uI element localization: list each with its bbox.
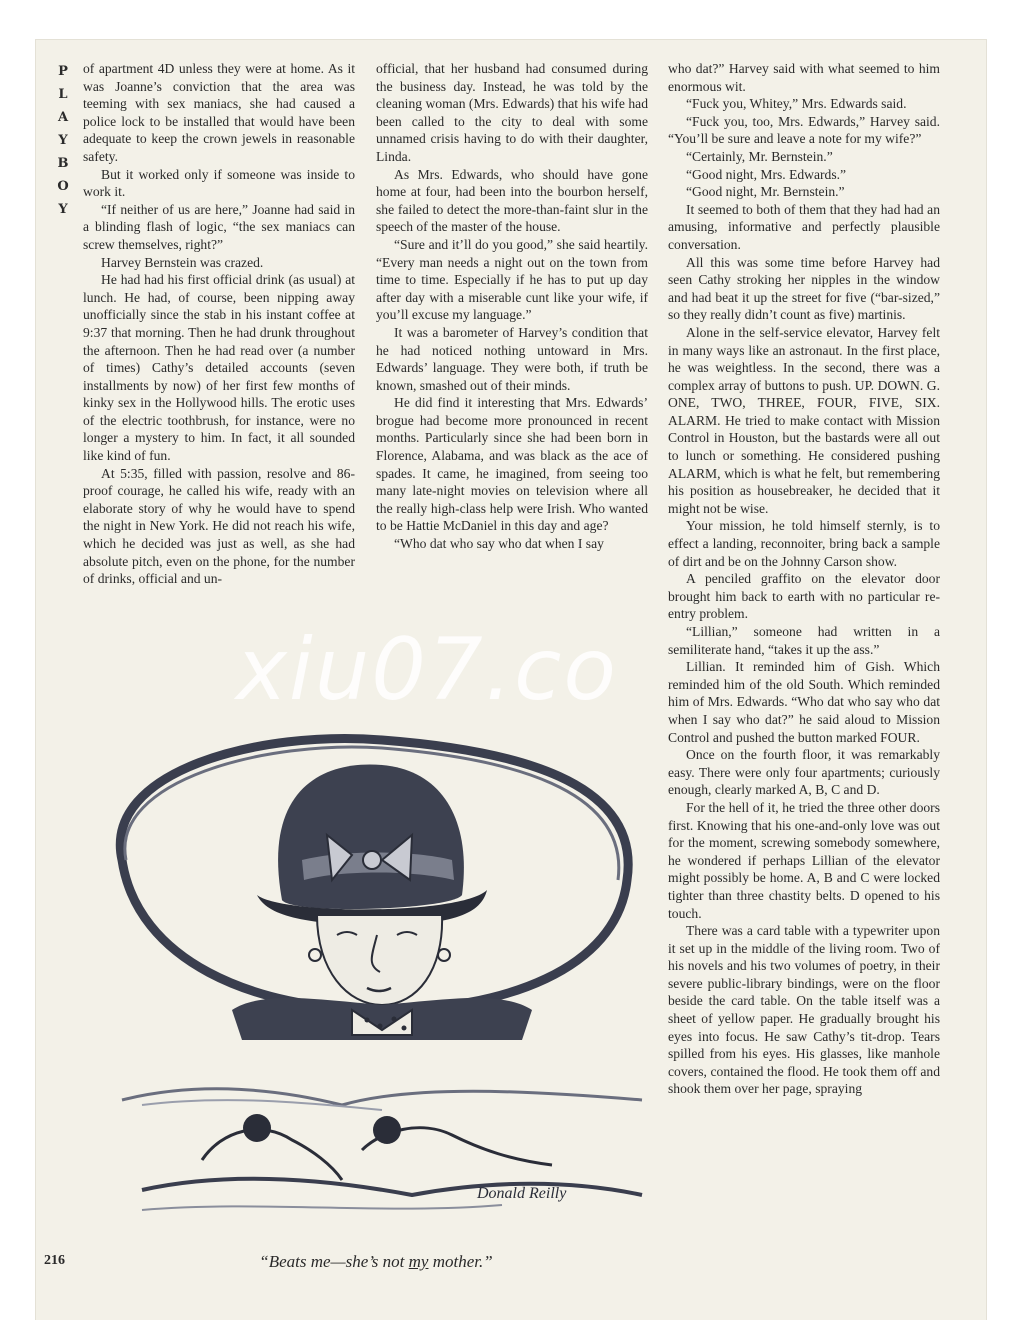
paragraph: But it worked only if someone was inside to work it. <box>83 166 355 200</box>
paragraph: All this was some time before Harvey had seen Cathy stroking her nipples in the window and had beat it up the street for five (“bar-sized,” so they really didn’t count as five) martinis. <box>668 254 940 323</box>
brand-letter: A <box>57 110 69 125</box>
brand-letter: O <box>57 179 69 194</box>
paragraph: “Good night, Mrs. Edwards.” <box>686 166 847 182</box>
brand-letter: Y <box>58 133 68 148</box>
paragraph: “Who dat who say who dat when I say <box>394 536 604 552</box>
magazine-brand-vertical <box>52 60 74 221</box>
magazine-page <box>36 40 986 1320</box>
paragraph: who dat?” Harvey said with what seemed to him enormous wit. <box>668 61 940 94</box>
paragraph: A penciled graffito on the elevator door brought him back to earth with no particular re-entry problem. <box>668 571 940 622</box>
paragraph: “Good night, Mr. Bernstein.” <box>686 184 845 200</box>
text-column-1 <box>83 60 355 700</box>
paragraph: “Certainly, Mr. Bernstein.” <box>686 148 833 164</box>
paragraph: official, that her husband had consumed during the business day. Instead, he was told by the cleaning woman (Mrs. Edwards) that his wife had been called to the city to deal with some unnamed crisis having to do with their daughter, Linda. <box>376 61 648 164</box>
paragraph: Lillian. It reminded him of Gish. Which reminded him of the old South. Which reminded him of Mrs. Edwards. “Who dat who say who dat when I say who dat?” he said aloud to Mission Control and pushed the button marked FOUR. <box>668 659 940 745</box>
paragraph: It seemed to both of them that they had had an amusing, informative and perfectly plausible conversation. <box>668 201 940 252</box>
paragraph: of apartment 4D unless they were at home. As it was Joanne’s conviction that the area was teeming with sex maniacs, she had caused a police lock to be installed that would have been adequate to keep the crown jewels in reasonable safety. <box>83 61 355 164</box>
paragraph: “Fuck you, Whitey,” Mrs. Edwards said. <box>686 96 907 112</box>
brand-letter: Y <box>58 202 68 217</box>
cartoon-illustration <box>82 710 654 1250</box>
brand-letter: L <box>58 87 68 102</box>
brand-letter: P <box>58 64 68 79</box>
paragraph: “Fuck you, too, Mrs. Edwards,” Harvey said. “You’ll be sure and leave a note for my wife?” <box>668 113 940 147</box>
paragraph: There was a card table with a typewriter upon it set up in the middle of the living room. Two of his novels and his two volumes of poetry, in their severe public-library bindings, were on the floor beside the card table. On the table itself was a sheet of yellow paper. He gradually brought his eyes into focus. He saw Cathy’s tit-drop. Tears spilled from his eyes. His glasses, like manhole covers, contained the flood. He took them off and shook them over her page, spraying <box>668 923 940 1097</box>
paragraph: “Lillian,” someone had written in a semiliterate hand, “takes it up the ass.” <box>668 624 940 657</box>
paragraph: It was a barometer of Harvey’s condition that he had noticed nothing untoward in Mrs. Edwards’ language. They were both, if truth be known, smashed out of their minds. <box>376 324 648 393</box>
paragraph: For the hell of it, he tried the three other doors first. Knowing that his one-and-only love was out for the moment, screwing somebody somewhere, he wondered if perhaps Lillian of the elevator might possibly be home. A, B and C were locked tighter than three chastity belts. D opened to his touch. <box>668 799 940 921</box>
text-column-3 <box>668 60 940 1300</box>
paragraph: He did find it interesting that Mrs. Edwards’ brogue had become more pronounced in recent months. Particularly since she had been born in Florence, Alabama, and was black as the ace of spades. It came, he imagined, from seeing too many late-night movies on television where all the really high-class help were Irish. Who wanted to be Hattie McDaniel in this day and age? <box>376 395 648 534</box>
watermark: xiu07.co <box>236 620 618 720</box>
paragraph: As Mrs. Edwards, who should have gone home at four, had been into the bourbon herself, she failed to detect the more-than-faint slur in the speech of the master of the house. <box>376 166 648 235</box>
paragraph: “Sure and it’ll do you good,” she said heartily. “Every man needs a night out on the town from time to time. Especially if he has to put up day after day with a miserable cunt like your wife, if you’ll excuse my language.” <box>376 236 648 323</box>
two-men-lying <box>142 1114 642 1210</box>
artist-signature: Donald Reilly <box>477 1185 567 1202</box>
paragraph: Harvey Bernstein was crazed. <box>101 254 264 270</box>
paragraph: At 5:35, filled with passion, resolve and 86-proof courage, he called his wife, ready with an elaborate story of why he would have to spend the night in New York. He did not reach his wife, which he decided was just as well, as she had absolute pitch, even on the phone, for the number of drinks, official and un- <box>83 465 355 587</box>
text-column-2 <box>376 60 648 700</box>
paragraph: “If neither of us are here,” Joanne had said in a blinding flash of logic, “the sex maniacs can screw themselves, right?” <box>83 201 355 252</box>
woman-face <box>309 915 450 1005</box>
desert-horizon <box>122 1089 642 1110</box>
paragraph: Your mission, he told himself sternly, is to effect a landing, reconnoiter, bring back a sample of dirt and be on the Johnny Carson show. <box>668 518 940 569</box>
page-number: 216 <box>44 1253 65 1268</box>
brand-letter: B <box>57 156 69 171</box>
cartoon-caption: “Beats me—she’s not my mother.” <box>259 1252 493 1271</box>
paragraph: Once on the fourth floor, it was remarkably easy. There were only four apartments; curiously enough, clearly marked A, B, C and D. <box>668 747 940 798</box>
paragraph: Alone in the self-service elevator, Harvey felt in many ways like an astronaut. In the first place, he was weightless. In the second, there was a complex array of buttons to push. UP. DOWN. G. ONE, TWO, THREE, FOUR, FIVE, SIX. ALARM. He tried to make contact with Mission Control in Houston, but the bastards were all out to lunch or something. He considered pushing ALARM, which is what he felt, but remembering his position as housebreaker, he decided that it might not be wise. <box>668 324 940 516</box>
paragraph: He had had his first official drink (as usual) at lunch. He had, of course, been nipping away unofficially since the stab in his instant coffee at 9:37 that morning. Then he had drunk throughout the afternoon. Then he had read over (a number of times) Cathy’s detailed accounts (seven installments by now) of her first few months of kinky sex in the Hollywood hills. The erotic uses of the electric toothbrush, for instance, were no longer a mystery to him. In fact, it all sounded like kind of fun. <box>83 272 355 464</box>
woman-hat <box>257 764 487 925</box>
